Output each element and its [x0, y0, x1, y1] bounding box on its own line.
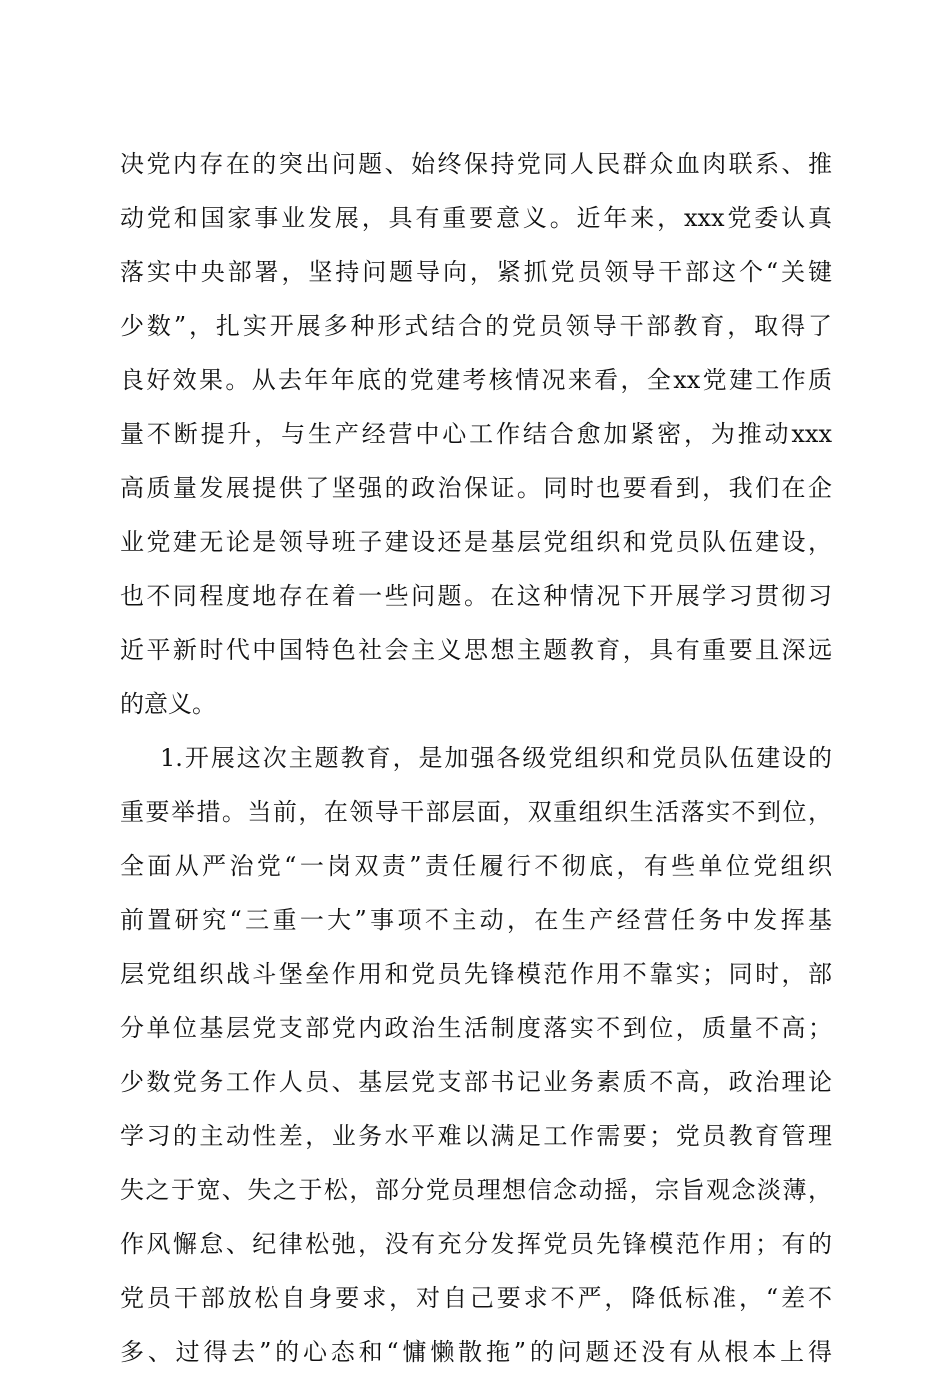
text-line: 党员干部放松自身要求，对自己要求不严，降低标准，“差不 [120, 1284, 832, 1312]
text-line: 动党和国家事业发展，具有重要意义。近年来，xxx党委认真 [120, 204, 832, 232]
body-text [120, 137, 832, 1379]
paragraph-1 [120, 137, 832, 731]
text-line: 高质量发展提供了坚强的政治保证。同时也要看到，我们在企 [120, 474, 832, 502]
text-line: 少数党务工作人员、基层党支部书记业务素质不高，政治理论 [120, 1068, 832, 1096]
text-line: 全面从严治党“一岗双责”责任履行不彻底，有些单位党组织 [120, 852, 832, 880]
text-line: 的意义。 [120, 690, 216, 718]
text-line: 良好效果。从去年年底的党建考核情况来看，全xx党建工作质 [120, 366, 832, 394]
text-line: 作风懈怠、纪律松弛，没有充分发挥党员先锋模范作用；有的 [120, 1230, 832, 1258]
text-line: 1.开展这次主题教育，是加强各级党组织和党员队伍建设的 [160, 744, 832, 772]
text-line: 重要举措。当前，在领导干部层面，双重组织生活落实不到位， [120, 798, 832, 826]
text-line: 决党内存在的突出问题、始终保持党同人民群众血肉联系、推 [120, 150, 832, 178]
text-line: 多、过得去”的心态和“慵懒散拖”的问题还没有从根本上得 [120, 1338, 832, 1366]
text-line: 也不同程度地存在着一些问题。在这种情况下开展学习贯彻习 [120, 582, 832, 610]
text-line: 近平新时代中国特色社会主义思想主题教育，具有重要且深远 [120, 636, 832, 664]
text-line: 学习的主动性差，业务水平难以满足工作需要；党员教育管理 [120, 1122, 832, 1150]
text-line: 少数”，扎实开展多种形式结合的党员领导干部教育，取得了 [120, 312, 832, 340]
paragraph-2 [120, 731, 832, 1379]
text-line: 前置研究“三重一大”事项不主动，在生产经营任务中发挥基 [120, 906, 832, 934]
text-line: 量不断提升，与生产经营中心工作结合愈加紧密，为推动xxx [120, 420, 832, 448]
text-line: 层党组织战斗堡垒作用和党员先锋模范作用不靠实；同时，部 [120, 960, 832, 988]
text-line: 失之于宽、失之于松，部分党员理想信念动摇，宗旨观念淡薄， [120, 1176, 832, 1204]
text-line: 业党建无论是领导班子建设还是基层党组织和党员队伍建设， [120, 528, 832, 556]
text-line: 分单位基层党支部党内政治生活制度落实不到位，质量不高； [120, 1014, 832, 1042]
text-line: 落实中央部署，坚持问题导向，紧抓党员领导干部这个“关键 [120, 258, 832, 286]
